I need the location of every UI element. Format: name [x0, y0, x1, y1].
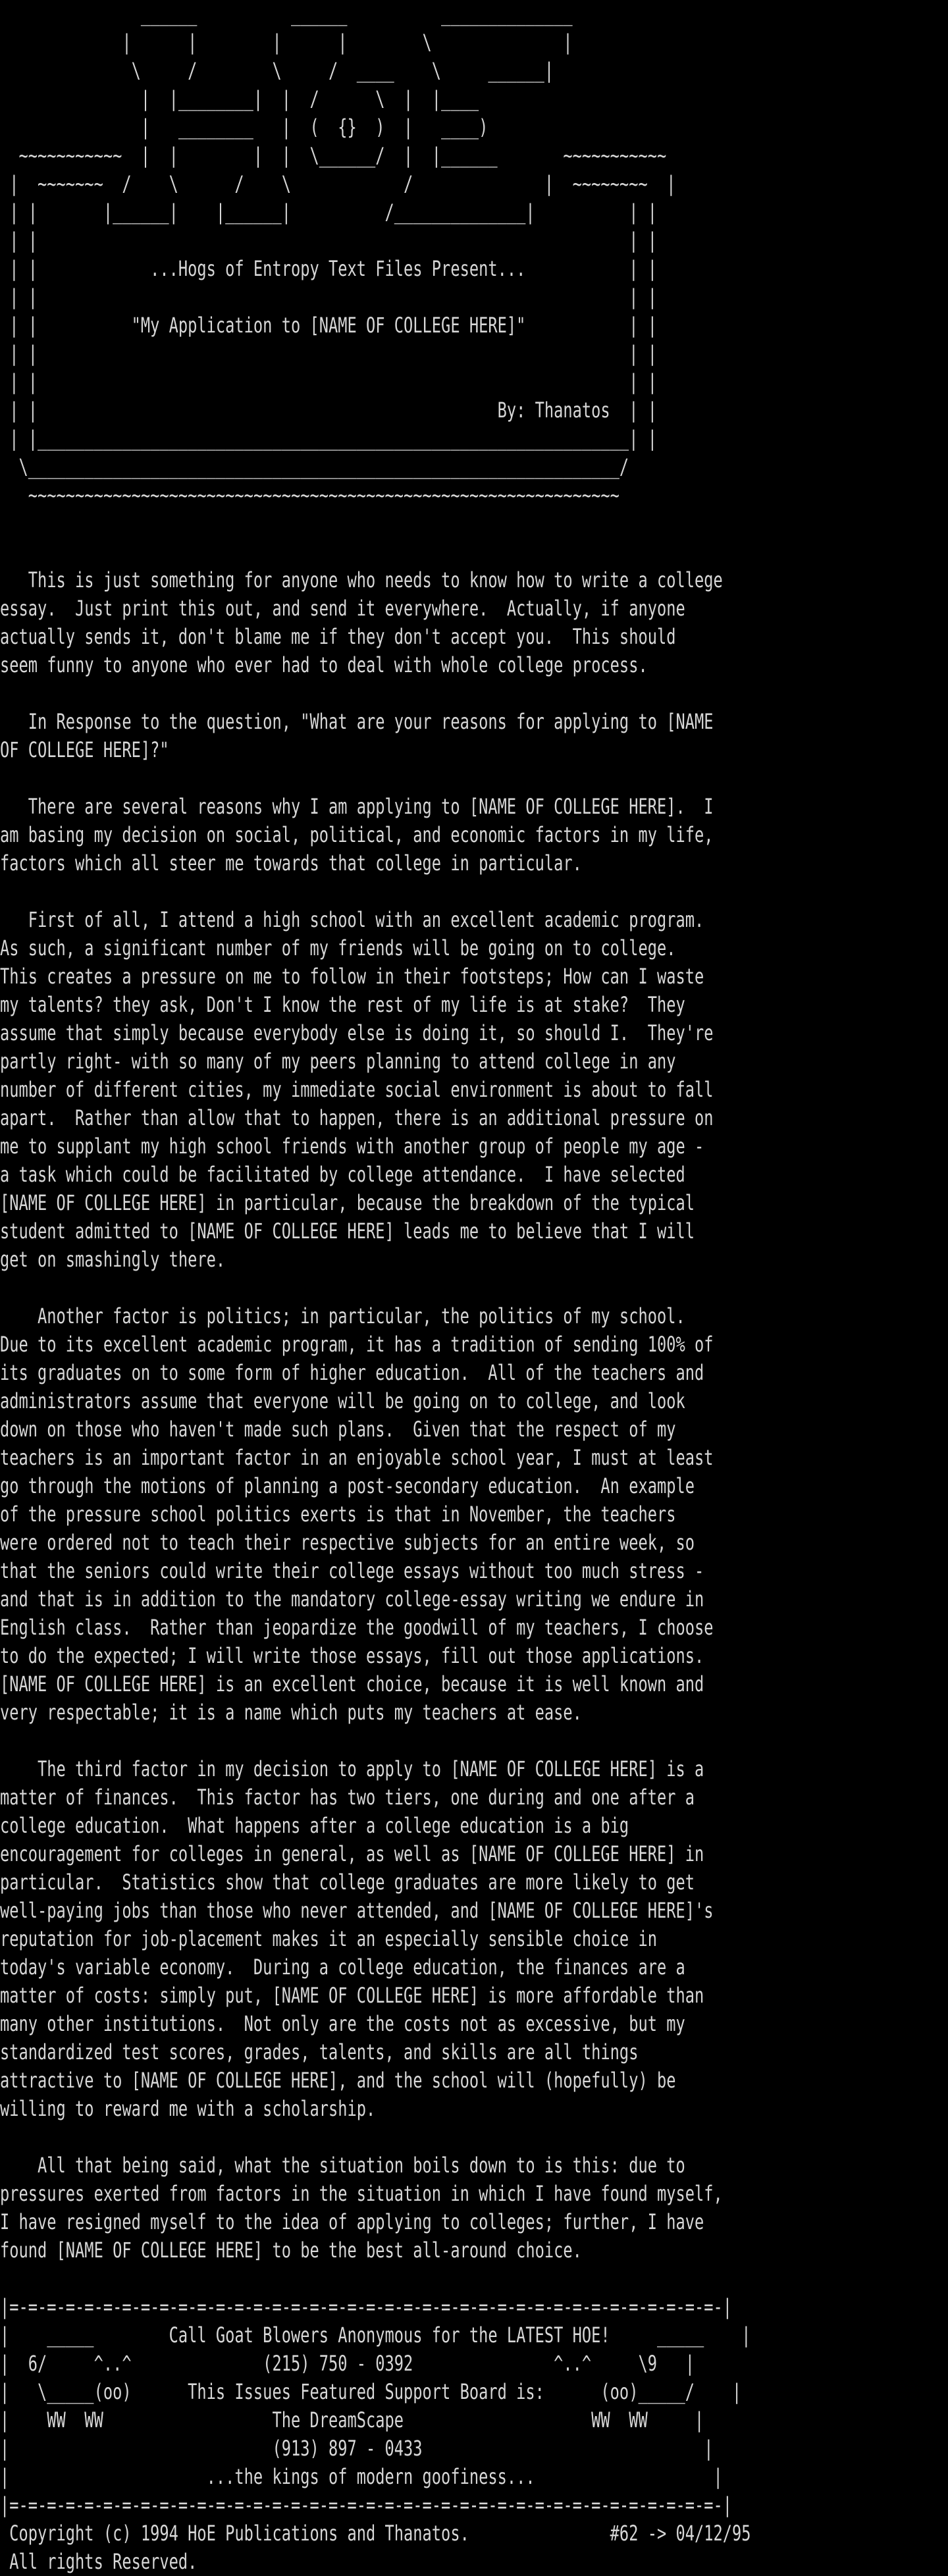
text-file-content: ______ ______ ______________ | | | | \ | \ / \ / ____ \ ______| | |________| | / \ | |____ | ________ | ( {} ) | ____) ~~~~~~~~~~~ | | | | \______/ | |______ ~~~~~~~~~~~ | ~~~~~~~ / \ / \ / | ~~~~~~~~ | | | |______| |______| /______________| | | | | | | | | ...Hogs of Entropy Text Files Present... | | | | | | | | "My Application to [NAME OF COLLEGE HERE]" | | | | | | | | | | | | By: Thanatos | | | |_______________________________________________________________| | \_______________________________________________________________/ ~~~~~~~~~~~~~~~~~~~~~~~~~~~~~~~~~~~~~~~~~~~~~~~~~~~~~~~~~~~~~~~ This is just something for anyone who needs to know how to write a college essay. Just print this out, and send it everywhere. Actually, if anyone actually sends it, don't blame me if they don't accept you. This should seem funny to anyone who ever had to deal with whole college process. In Response to the question, "What are your reasons for applying to [NAME OF COLLEGE HERE]?" There are several reasons why I am applying to [NAME OF COLLEGE HERE]. I am basing my decision on social, political, and economic factors in my life, factors which all steer me towards that college in particular. First of all, I attend a high school with an excellent academic program. As such, a significant number of my friends will be going on to college. This creates a pressure on me to follow in their footsteps; How can I waste my talents? they ask, Don't I know the rest of my life is at stake? They assume that simply because everybody else is doing it, so should I. They're partly right- with so many of my peers planning to attend college in any number of different cities, my immediate social environment is about to fall apart. Rather than allow that to happen, there is an additional pressure on me to supplant my high school friends with another group of people my age - a task which could be facilitated by college attendance. I have selected [NAME OF COLLEGE HERE] in particular, because the breakdown of the typical student admitted to [NAME OF COLLEGE HERE] leads me to believe that I will get on smashingly there. Another factor is politics; in particular, the politics of my school. Due to its excellent academic program, it has a tradition of sending 100% of its graduates on to some form of higher education. All of the teachers and administrators assume that everyone will be going on to college, and look down on those who haven't made such plans. Given that the respect of my teachers is an important factor in an enjoyable school year, I must at least go through the motions of planning a post-secondary education. An example of the pressure school politics exerts is that in November, the teachers were ordered not to teach their respective subjects for an entire week, so that the seniors could write their college essays without too much stress - and that is in addition to the mandatory college-essay writing we endure in English class. Rather than jeopardize the goodwill of my teachers, I choose to do the expected; I will write those essays, fill out those applications. [NAME OF COLLEGE HERE] is an excellent choice, because it is well known and very respectable; it is a name which puts my teachers at ease. The third factor in my decision to apply to [NAME OF COLLEGE HERE] is a matter of finances. This factor has two tiers, one during and one after a college education. What happens after a college education is a big encouragement for colleges in general, as well as [NAME OF COLLEGE HERE] in particular. Statistics show that college graduates are more likely to get well-paying jobs than those who never attended, and [NAME OF COLLEGE HERE]'s reputation for job-placement makes it an especially sensible choice in today's variable economy. During a college education, the finances are a matter of costs: simply put, [NAME OF COLLEGE HERE] is more affordable than many other institutions. Not only are the costs not as excessive, but my standardized test scores, grades, talents, and skills are all things attractive to [NAME OF COLLEGE HERE], and the school will (hopefully) be willing to reward me with a scholarship. All that being said, what the situation boils down to is this: due to pressures exerted from factors in the situation in which I have found myself, I have resigned myself to the idea of applying to colleges; further, I have found [NAME OF COLLEGE HERE] to be the best all-around choice. |=-=-=-=-=-=-=-=-=-=-=-=-=-=-=-=-=-=-=-=-=-=-=-=-=-=-=-=-=-=-=-=-=-=-=-=-=-=-| | _____ Call Goat Blowers Anonymous for the LATEST HOE! _____ | | 6/ ^..^ (215) 750 - 0392 ^..^ \9 | | \_____(oo) This Issues Featured Support Board is: (oo)_____/ | | WW WW The DreamScape WW WW | | (913) 897 - 0433 | | ...the kings of modern goofiness... | |=-=-=-=-=-=-=-=-=-=-=-=-=-=-=-=-=-=-=-=-=-=-=-=-=-=-=-=-=-=-=-=-=-=-=-=-=-=-| Copyright (c) 1994 HoE Publications and Thanatos. #62 -> 04/12/95 All rights Reserved.: [0, 0, 702, 2576]
